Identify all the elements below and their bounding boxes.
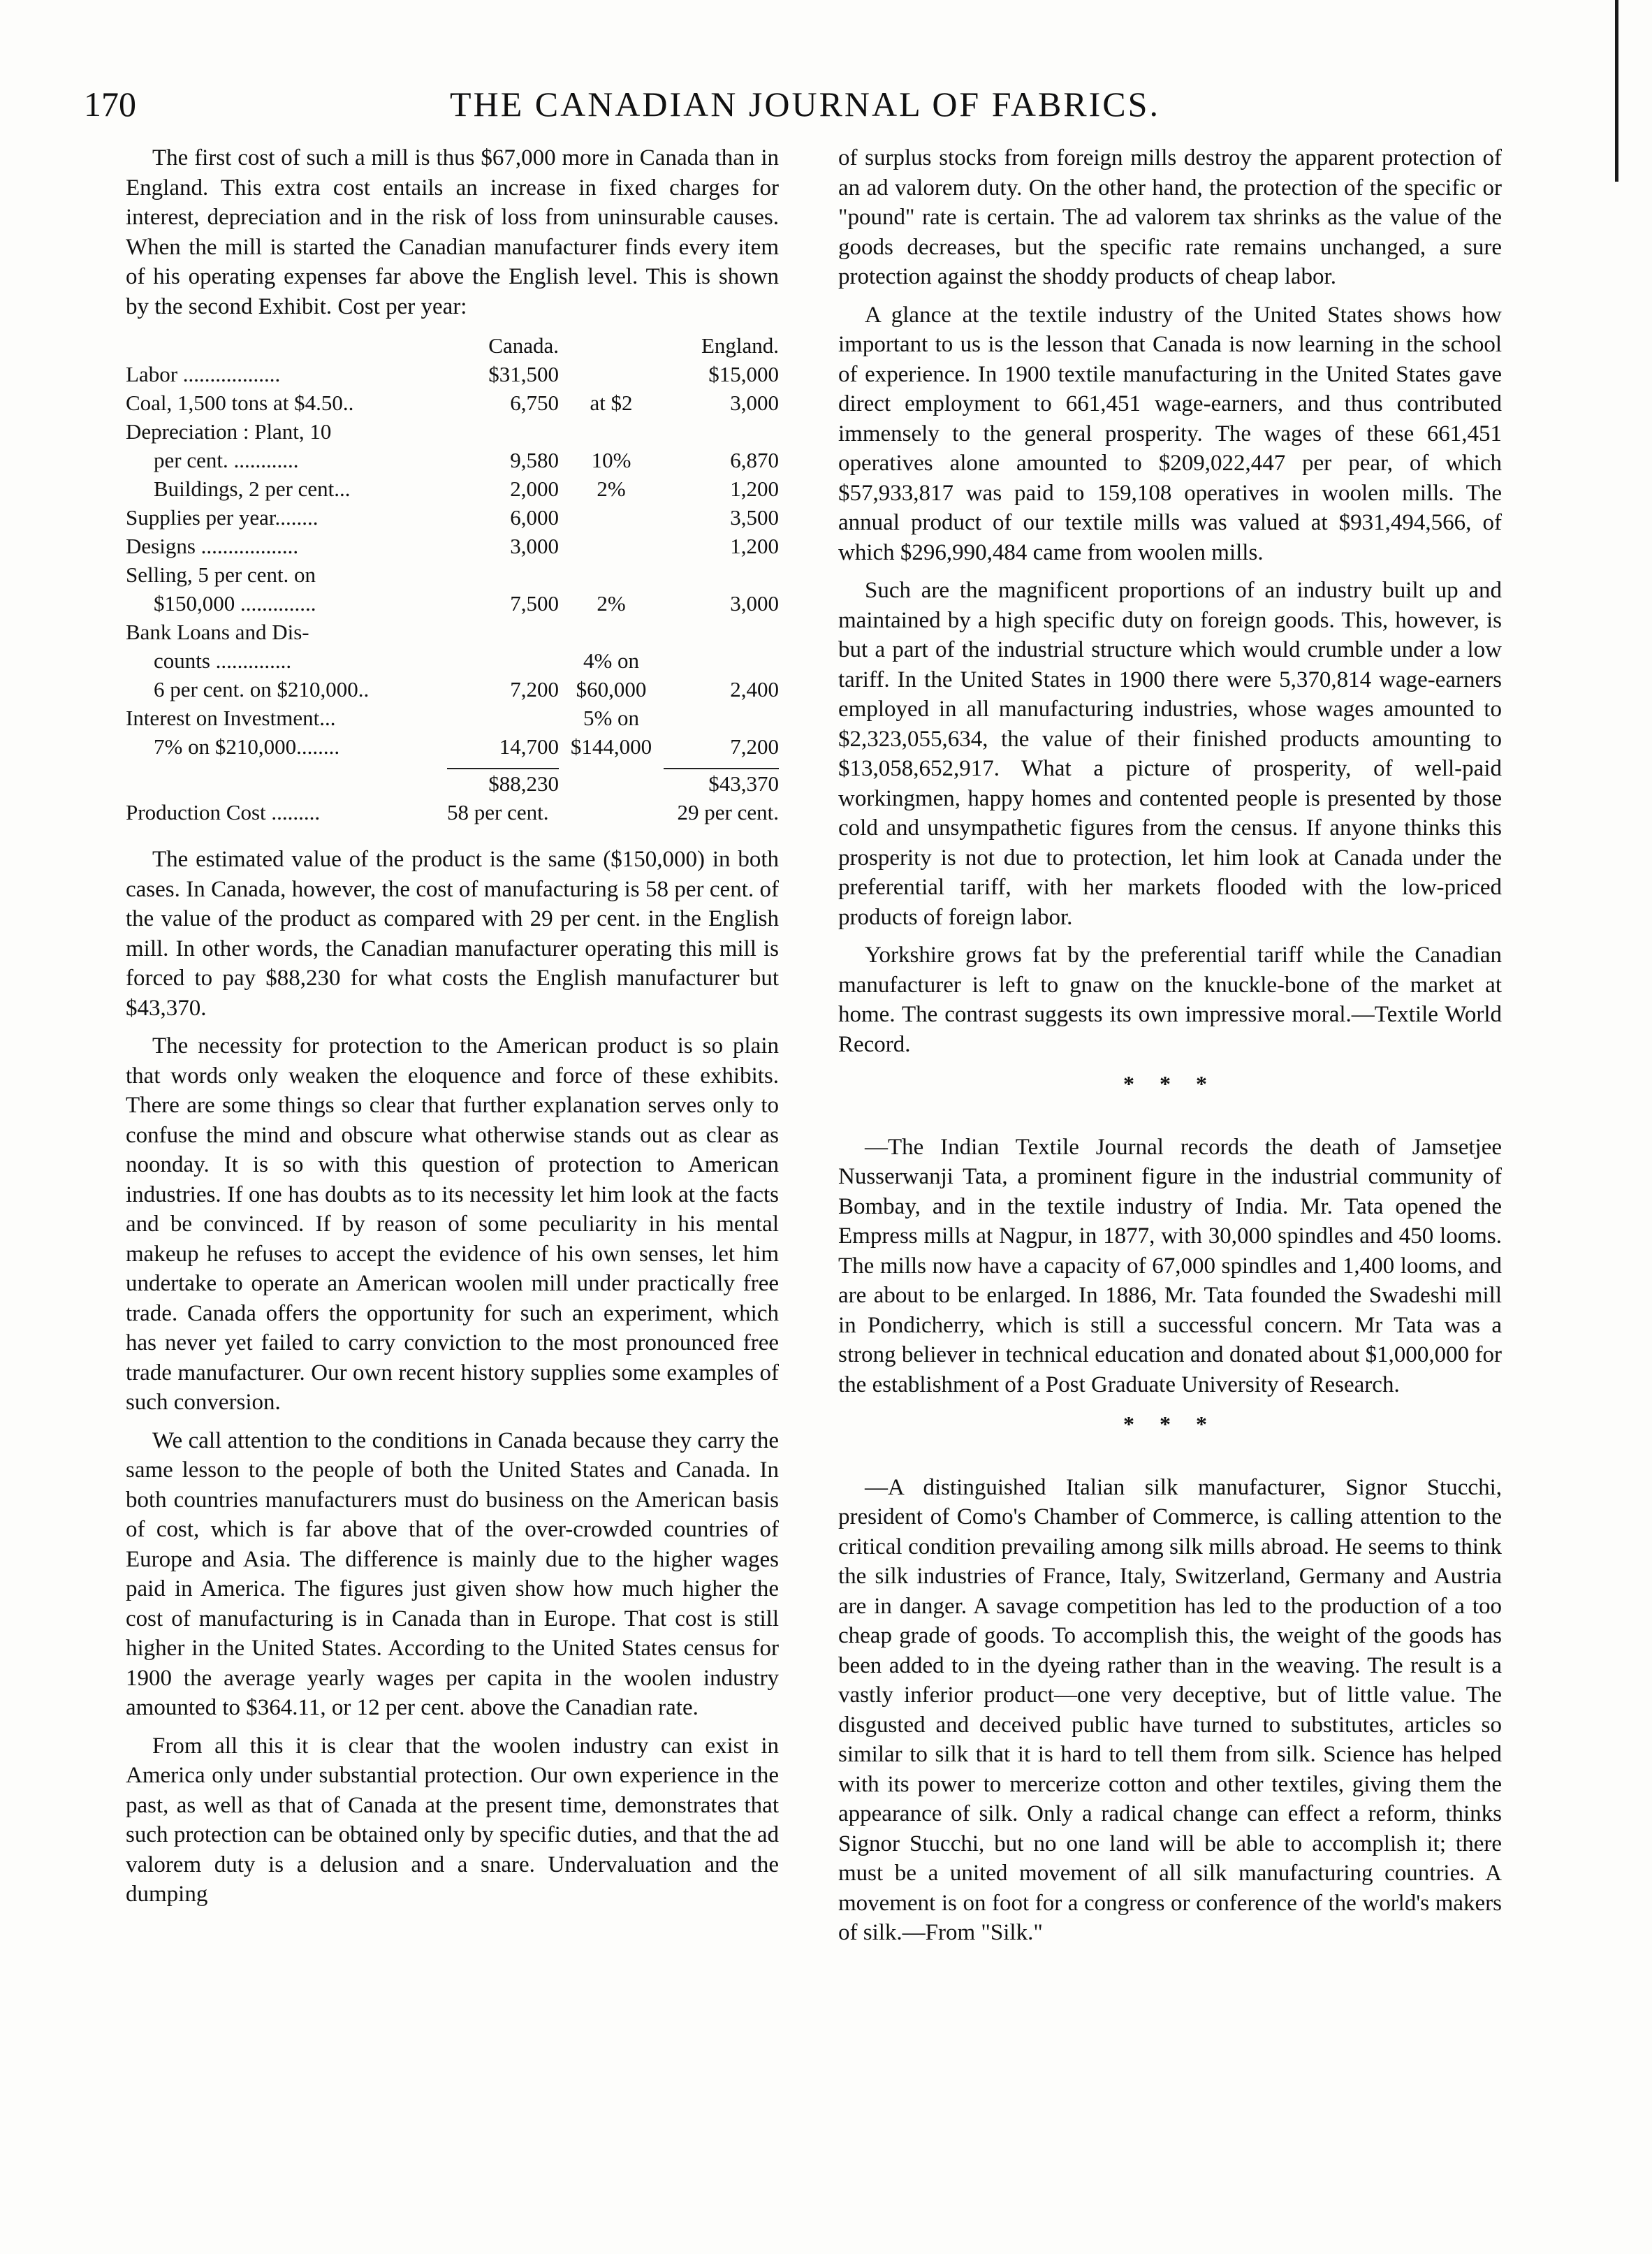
row-england-value: $15,000: [708, 362, 779, 386]
row-label: Depreciation : Plant, 10: [126, 419, 332, 444]
cost-table: [126, 331, 779, 827]
row-canada-value: 9,580: [510, 448, 559, 472]
row-middle-value: [559, 360, 664, 388]
row-england-value: 1,200: [730, 534, 779, 558]
row-label: Labor ..................: [126, 362, 281, 386]
section-divider: * * *: [1123, 1411, 1217, 1437]
section-divider: * * *: [1123, 1071, 1217, 1096]
row-label: 7% on $210,000........: [154, 734, 340, 759]
row-middle-value: 10%: [591, 448, 631, 472]
paragraph: of surplus stocks from foreign mills destroy the apparent protection of an ad valorem duty. On the other hand, the protection of the specific or "pound" rate is certain. The ad valorem tax shrinks as the value of the goods decreases, but the specific rate remains unchanged, a sure protection against the shoddy products of cheap labor.: [838, 145, 1502, 289]
row-middle-value: 5% on: [583, 706, 640, 730]
row-england-value: 3,000: [730, 391, 779, 415]
table-row: [126, 360, 779, 388]
running-title: THE CANADIAN JOURNAL OF FABRICS.: [450, 85, 1160, 124]
total-canada: $88,230: [447, 768, 559, 798]
table-row: [126, 446, 779, 474]
row-england-value: 3,500: [730, 505, 779, 530]
row-england-value: 7,200: [730, 734, 779, 759]
row-canada-value: 6,750: [510, 391, 559, 415]
paragraph: Yorkshire grows fat by the preferential tariff while the Canadian manufacturer is left to gnaw on the knuckle-bone of the market at home. The contrast suggests its own impressive moral.—Textile World Record.: [838, 943, 1502, 1057]
table-header-row: [126, 331, 779, 360]
row-middle-value: $60,000: [576, 677, 647, 701]
table-row: [126, 503, 779, 532]
paragraph: The necessity for protection to the American product is so plain that words only weaken the eloquence and force of these exhibits. There are some things so clear that further explanation serves only to confuse the mind and obscure what otherwise stands out as clear as noonday. It is so with this question of protection to American industries. If one has doubts as to its necessity let him look at the facts and be convinced. If by reason of some peculiarity in his mental makeup he refuses to accept the evidence of his own senses, let him undertake to operate an American woolen mill under practically free trade. Canada offers the opportunity for such an experiment, which has never yet failed to carry conviction to the most pronounced free trade manufacturer. Our own recent history supplies some examples of such conversion.: [126, 1033, 779, 1415]
row-middle-value: [559, 560, 664, 589]
row-middle-value: 4% on: [583, 648, 640, 673]
row-england-value: 2,400: [730, 677, 779, 701]
left-column: [126, 143, 779, 1918]
row-middle-value: [559, 417, 664, 446]
table-row: [126, 474, 779, 503]
production-cost-row: [126, 798, 779, 827]
row-england-value: [664, 417, 779, 446]
row-england-value: 3,000: [730, 591, 779, 616]
paragraph: A glance at the textile industry of the United States shows how important to us is the lesson that Canada is now learning in the school of experience. In 1900 textile manufacturing in the United States gave direct employment to 661,451 wage-earners, and thus contributed immensely to the general prosperity. The wages of these 661,451 operatives alone amounted to $209,022,447 per pear, of which $57,933,817 was paid to 159,108 operatives in woolen mills. The annual product of our textile mills was valued at $931,494,566, of which $296,990,484 came from woolen mills.: [838, 302, 1502, 565]
table-row: [126, 589, 779, 618]
paragraph: Such are the magnificent proportions of an industry built up and maintained by a high specific duty on foreign goods. This, however, is but a part of the industrial structure which would crumble under a low tariff. In the United States in 1900 there were 5,370,814 wage-earners employed in all manufacturing industries, whose wages amounted to $2,323,055,634, the value of their finished products amounting to $13,058,652,917. What a picture of prosperity, of well-paid workingmen, happy homes and contented people is presented by those cold and unsympathetic figures from the census. If anyone thinks this prosperity is not due to protection, let him look at Canada under the preferential tariff, with her markets flooded with the low-priced products of foreign labor.: [838, 578, 1502, 930]
table-row: [126, 675, 779, 704]
row-label: Bank Loans and Dis-: [126, 620, 309, 644]
page-edge-rule: [1615, 0, 1618, 182]
row-england-value: 1,200: [730, 477, 779, 501]
row-label: Designs ..................: [126, 534, 299, 558]
row-canada-value: 7,200: [510, 677, 559, 701]
row-label: Selling, 5 per cent. on: [126, 562, 316, 587]
row-label: Coal, 1,500 tons at $4.50..: [126, 391, 354, 415]
row-england-value: 6,870: [730, 448, 779, 472]
row-middle-value: $144,000: [570, 734, 652, 759]
production-cost-england: 29 per cent.: [677, 800, 779, 824]
paragraph: —The Indian Textile Journal records the death of Jamsetjee Nusserwanji Tata, a prominent figure in the industrial community of Bombay, and in the textile industry of India. Mr. Tata opened the Empress mills at Nagpur, in 1877, with 30,000 spindles and 450 looms. The mills now have a capacity of 67,000 spindles and 1,400 looms, and are about to be enlarged. In 1886, Mr. Tata founded the Swadeshi mill in Pondicherry, which is still a successful concern. Mr Tata was a strong believer in technical education and donated about $1,000,000 for the establishment of a Post Graduate University of Research.: [838, 1134, 1502, 1397]
row-label: $150,000 ..............: [154, 591, 316, 616]
row-england-value: [664, 646, 779, 675]
row-middle-value: [559, 503, 664, 532]
row-label: Buildings, 2 per cent...: [154, 477, 351, 501]
row-middle-value: at $2: [590, 391, 633, 415]
row-label: Supplies per year........: [126, 505, 319, 530]
row-label: per cent. ............: [154, 448, 299, 472]
table-row: [126, 388, 779, 417]
row-england-value: [664, 704, 779, 732]
column-header-canada: Canada.: [488, 333, 559, 358]
table-row: [126, 732, 779, 761]
table-row: [126, 704, 779, 732]
row-canada-value: [447, 704, 559, 732]
row-canada-value: 3,000: [510, 534, 559, 558]
row-label: Interest on Investment...: [126, 706, 336, 730]
row-middle-value: [559, 532, 664, 560]
row-middle-value: 2%: [597, 591, 626, 616]
total-england: $43,370: [664, 768, 779, 798]
paragraph: —A distinguished Italian silk manufacturer, Signor Stucchi, president of Como's Chamber of Commerce, is calling attention to the critical condition prevailing among silk mills abroad. He seems to think the silk industries of France, Italy, Switzerland, Germany and Austria are in danger. A savage competition has led to the production of a too cheap grade of goods. To accomplish this, the weight of the goods has been added to in the dyeing rather than in the weaving. The result is a vastly inferior product—one very deceptive, but of little value. The disgusted and deceived public have turned to substitutes, articles so similar to silk that it is hard to tell them from silk. Science has helped with its power to mercerize cotton and other textiles, giving them the appearance of silk. Only a radical change can effect a reform, thinks Signor Stucchi, but no one land will be able to accomplish it; there must be a united movement of all silk manufacturing countries. A movement is on foot for a congress or conference of the world's makers of silk.—From "Silk.": [838, 1474, 1502, 1945]
production-cost-label: Production Cost .........: [126, 800, 321, 824]
row-label: 6 per cent. on $210,000..: [154, 677, 370, 701]
page-number: 170: [84, 85, 136, 124]
row-canada-value: [447, 417, 559, 446]
paragraph: The estimated value of the product is the same ($150,000) in both cases. In Canada, however, the cost of manufacturing is 58 per cent. of the value of the product as compared with 29 per cent. in the English mill. In other words, the Canadian manufacturer operating this mill is forced to pay $88,230 for what costs the English manufacturer but $43,370.: [126, 847, 779, 1021]
row-canada-value: 14,700: [499, 734, 559, 759]
table-row: [126, 532, 779, 560]
table-row: [126, 618, 779, 646]
row-middle-value: 2%: [597, 477, 626, 501]
row-canada-value: [447, 618, 559, 646]
row-label: counts ..............: [154, 648, 292, 673]
row-canada-value: 6,000: [510, 505, 559, 530]
row-middle-value: [559, 618, 664, 646]
table-row: [126, 560, 779, 589]
table-total-row: [126, 768, 779, 798]
row-england-value: [664, 618, 779, 646]
table-row: [126, 646, 779, 675]
row-canada-value: [447, 646, 559, 675]
paragraph: The first cost of such a mill is thus $67,000 more in Canada than in England. This extra cost entails an increase in fixed charges for interest, depreciation and in the risk of loss from uninsurable causes. When the mill is started the Canadian manufacturer finds every item of his operating expenses far above the English level. This is shown by the second Exhibit. Cost per year:: [126, 145, 779, 319]
row-canada-value: [447, 560, 559, 589]
paragraph: We call attention to the conditions in Canada because they carry the same lesson to the people of both the United States and Canada. In both countries manufacturers must do business on the American basis of cost, which is far above that of the over-crowded countries of Europe and Asia. The difference is mainly due to the higher wages paid in America. The figures just given show how much higher the cost of manufacturing is in Canada than in Europe. That cost is still higher in the United States. According to the United States census for 1900 the average yearly wages per capita in the woolen industry amounted to $364.11, or 12 per cent. above the Canadian rate.: [126, 1427, 779, 1720]
paragraph: From all this it is clear that the woolen industry can exist in America only under substantial protection. Our own experience in the past, as well as that of Canada at the present time, demonstrates that such protection can be obtained only by specific duties, and that the ad valorem duty is a delusion and a snare. Undervaluation and the dumping: [126, 1733, 779, 1907]
row-canada-value: 7,500: [510, 591, 559, 616]
row-canada-value: 2,000: [510, 477, 559, 501]
page-header: [84, 84, 1526, 133]
row-canada-value: $31,500: [488, 362, 559, 386]
production-cost-canada: 58 per cent.: [447, 800, 549, 824]
right-column: [838, 143, 1502, 1956]
table-row: [126, 417, 779, 446]
column-header-england: England.: [701, 333, 779, 358]
row-england-value: [664, 560, 779, 589]
